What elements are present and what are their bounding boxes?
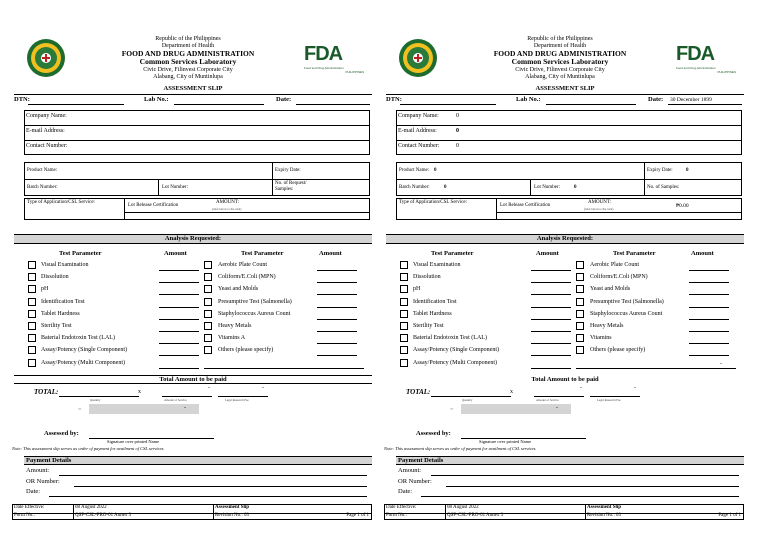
signature-caption: Signature over printed Name: [479, 439, 532, 444]
amount-label: AMOUNT:: [216, 200, 240, 205]
payment-details-label: Payment Details: [26, 457, 72, 464]
date-field[interactable]: [296, 104, 370, 105]
test-label: Vitamins: [590, 335, 612, 341]
date-effective-value: 08 August 2022: [447, 505, 479, 510]
page-label: Page 1 of 1: [346, 513, 369, 518]
test-checkbox[interactable]: [576, 334, 584, 342]
times-sign: x: [138, 389, 141, 395]
expiry-date-label: Expiry Date:: [275, 168, 301, 173]
test-label: Assay/Potency (Multi Component): [41, 360, 125, 366]
amount-field[interactable]: [531, 331, 571, 332]
amount-field[interactable]: [689, 282, 729, 283]
amount-field[interactable]: [317, 270, 357, 271]
test-checkbox[interactable]: [400, 322, 408, 330]
amount-header-right: Amount: [691, 250, 714, 257]
expiry-date-label: Expiry Date:: [647, 168, 673, 173]
type-application-label: Type of Application/CSL Service:: [27, 200, 95, 205]
type-application-label: Type of Application/CSL Service:: [399, 200, 467, 205]
amount-field[interactable]: [317, 319, 357, 320]
amount-field[interactable]: [317, 307, 357, 308]
address-line1: Civic Drive, Filinvest Corporate City: [515, 67, 605, 74]
test-label: Dissolution: [41, 274, 69, 280]
lab-no-field[interactable]: [546, 104, 636, 105]
test-label: Coliform/E.Coli (MPN): [218, 274, 276, 280]
amount-label: AMOUNT:: [588, 200, 612, 205]
signature-caption: Signature over printed Name: [107, 439, 160, 444]
test-checkbox[interactable]: [28, 298, 36, 306]
analysis-requested-label: Analysis Requested:: [536, 235, 594, 242]
amount-header-left: Amount: [536, 250, 559, 257]
agency-name: FOOD AND DRUG ADMINISTRATION: [121, 48, 255, 58]
total-dash3: -: [184, 405, 186, 411]
amount-field[interactable]: [159, 270, 199, 271]
date-label: Date:: [648, 96, 664, 103]
amount-field[interactable]: [159, 307, 199, 308]
test-parameter-header-left: Test Parameter: [431, 250, 474, 257]
pay-amount-label: Amount:: [26, 467, 50, 474]
quantity-field[interactable]: [59, 396, 139, 397]
test-parameter-header-left: Test Parameter: [59, 250, 102, 257]
test-checkbox[interactable]: [28, 322, 36, 330]
test-label: Staphylococcus Aureus Count: [218, 311, 291, 317]
lab-name: Common Services Laboratory: [511, 57, 609, 67]
lot-number-label: Lot Number:: [162, 185, 188, 190]
legal-fee-field[interactable]: [218, 396, 268, 397]
test-label: Sterility Test: [41, 323, 72, 329]
test-label: Tablet Hardness: [413, 311, 452, 317]
batch-number-label: Batch Number:: [27, 185, 58, 190]
date-effective-label: Date Effective:: [386, 505, 417, 510]
amount-of-service-caption: Amount of Service: [536, 398, 559, 402]
test-label: pH: [41, 286, 49, 292]
amount-note: (refer below to the total): [584, 207, 614, 211]
amount-header-right: Amount: [319, 250, 342, 257]
lot-number-value: 0: [574, 185, 577, 190]
pay-amount-field[interactable]: [431, 475, 739, 476]
total-label: TOTAL:: [34, 388, 59, 396]
test-label: Dissolution: [413, 274, 441, 280]
company-info-box: [396, 110, 742, 155]
amount-field[interactable]: [159, 343, 199, 344]
test-label: Sterility Test: [413, 323, 444, 329]
email-value: 0: [456, 128, 459, 134]
amount-field[interactable]: [531, 343, 571, 344]
assessment-slip-filled: [386, 32, 744, 524]
amount-field[interactable]: [531, 307, 571, 308]
fda-logo: FDA Food and Drug Administration PHILIPPINES: [304, 43, 364, 74]
total-result-field: [461, 404, 571, 414]
total-dash2: -: [634, 385, 636, 391]
amount-field[interactable]: [689, 270, 729, 271]
test-checkbox[interactable]: [576, 322, 584, 330]
test-checkbox[interactable]: [204, 261, 212, 269]
test-checkbox[interactable]: [400, 261, 408, 269]
product-name-label: Product Name:: [27, 168, 58, 173]
amount-field[interactable]: [317, 343, 357, 344]
contact-label: Contact Number:: [26, 143, 68, 149]
test-checkbox[interactable]: [28, 346, 36, 354]
test-label: Visual Examination: [413, 262, 461, 268]
email-label: E-mail Address:: [26, 128, 65, 134]
amount-field[interactable]: [317, 331, 357, 332]
form-no-value: QSP-CSL-PRO-01 Annex 3: [75, 513, 132, 518]
test-label: Identification Test: [413, 299, 457, 305]
company-info-box: [24, 110, 370, 155]
no-samples-label: No. of Samples:: [647, 185, 680, 190]
test-label: Coliform/E.Coli (MPN): [590, 274, 648, 280]
test-label: Others (please specify): [590, 347, 646, 353]
republic-text: Republic of the Philippines: [527, 36, 593, 42]
expiry-date-value: 0: [686, 168, 689, 173]
test-checkbox[interactable]: [400, 359, 408, 367]
company-name-value: 0: [456, 113, 459, 119]
test-parameter-header-right: Test Parameter: [241, 250, 284, 257]
test-label: Identification Test: [41, 299, 85, 305]
amount-value: ₱0.00: [676, 203, 689, 209]
test-checkbox[interactable]: [576, 298, 584, 306]
test-checkbox[interactable]: [204, 334, 212, 342]
form-no-value: QSP-CSL-PRO-01 Annex 3: [447, 513, 504, 518]
test-label: Assay/Potency (Single Component): [413, 347, 499, 353]
amount-field[interactable]: [531, 368, 571, 369]
dtn-label: DTN:: [14, 96, 30, 103]
test-checkbox[interactable]: [576, 310, 584, 318]
total-label: TOTAL:: [406, 388, 431, 396]
amount-field[interactable]: [689, 319, 729, 320]
test-label: Yeast and Molds: [590, 286, 631, 292]
equals-sign: =: [450, 407, 454, 413]
equals-sign: =: [78, 407, 82, 413]
dtn-field[interactable]: [400, 104, 496, 105]
test-checkbox[interactable]: [400, 273, 408, 281]
test-checkbox[interactable]: [576, 261, 584, 269]
amount-field[interactable]: [317, 294, 357, 295]
email-label: E-mail Address:: [398, 128, 437, 134]
test-label: Visual Examination: [41, 262, 89, 268]
pay-date-label: Date:: [398, 488, 413, 495]
address-line2: Alabang, City of Muntinlupa: [153, 73, 223, 80]
company-name-label: Company Name:: [398, 113, 439, 119]
service-amount-field[interactable]: [162, 396, 212, 397]
address-line1: Civic Drive, Filinvest Corporate City: [143, 67, 233, 74]
footer-table: [384, 504, 744, 520]
agency-name: FOOD AND DRUG ADMINISTRATION: [493, 48, 627, 58]
lab-no-label: Lab No.:: [516, 96, 541, 103]
amount-field[interactable]: [159, 282, 199, 283]
test-label: Presumptive Test (Salmonella): [218, 299, 292, 305]
page-label: Page 1 of 1: [718, 513, 741, 518]
test-label: Assay/Potency (Single Component): [41, 347, 127, 353]
test-checkbox[interactable]: [400, 334, 408, 342]
department-text: Department of Health: [161, 42, 215, 49]
test-label: Heavy Metals: [590, 323, 624, 329]
test-checkbox[interactable]: [576, 285, 584, 293]
test-label: Yeast and Molds: [218, 286, 259, 292]
quantity-field[interactable]: [431, 396, 511, 397]
total-amount-label: Total Amount to be paid: [159, 376, 227, 383]
total-dash1: -: [580, 385, 582, 391]
pay-amount-field[interactable]: [59, 475, 367, 476]
product-name-label: Product Name:: [399, 168, 430, 173]
test-checkbox[interactable]: [28, 273, 36, 281]
amount-field[interactable]: [531, 270, 571, 271]
amount-field[interactable]: [531, 355, 571, 356]
lot-release-label: Lot Release Certification: [500, 203, 551, 208]
test-checkbox[interactable]: [28, 285, 36, 293]
slip-name: Assessment Slip: [587, 505, 622, 510]
revision-label: Revision No.: 03: [215, 513, 250, 518]
amount-field[interactable]: [159, 355, 199, 356]
date-field[interactable]: [668, 104, 742, 105]
doh-seal-icon: [26, 38, 66, 78]
pay-amount-label: Amount:: [398, 467, 422, 474]
multi-amount-value: -: [720, 361, 722, 367]
amount-field[interactable]: [689, 294, 729, 295]
analysis-requested-label: Analysis Requested:: [164, 235, 222, 242]
test-checkbox[interactable]: [400, 310, 408, 318]
amount-field[interactable]: [689, 343, 729, 344]
form-title: ASSESSMENT SLIP: [535, 85, 595, 92]
test-parameter-header-right: Test Parameter: [613, 250, 656, 257]
amount-field[interactable]: [531, 282, 571, 283]
lot-release-label: Lot Release Certification: [128, 203, 179, 208]
legal-fee-caption: Legal Research Fee: [597, 398, 621, 402]
test-checkbox[interactable]: [400, 346, 408, 354]
test-checkbox[interactable]: [28, 310, 36, 318]
form-title: ASSESSMENT SLIP: [163, 85, 223, 92]
lab-no-label: Lab No.:: [144, 96, 169, 103]
assessed-by-label: Assessed by:: [416, 430, 451, 437]
test-label: Presumptive Test (Salmonella): [590, 299, 664, 305]
date-effective-value: 08 August 2022: [75, 505, 107, 510]
amount-note: (refer below to the total): [212, 207, 242, 211]
pay-date-field[interactable]: [49, 496, 367, 497]
amount-field[interactable]: [689, 355, 729, 356]
department-text: Department of Health: [533, 42, 587, 49]
test-label: Assay/Potency (Multi Component): [413, 360, 497, 366]
amount-of-service-caption: Amount of Service: [164, 398, 187, 402]
dtn-label: DTN:: [386, 96, 402, 103]
amount-field[interactable]: [159, 294, 199, 295]
lot-number-label: Lot Number:: [534, 185, 560, 190]
test-label: Aerobic Plate Count: [590, 262, 639, 268]
test-label: Staphylococcus Aureus Count: [590, 311, 663, 317]
amount-field[interactable]: [159, 331, 199, 332]
test-label: Tablet Hardness: [41, 311, 80, 317]
times-sign: x: [510, 389, 513, 395]
test-label: Baterial Endotoxin Test (LAL): [41, 335, 115, 341]
legal-fee-field[interactable]: [590, 396, 640, 397]
test-checkbox[interactable]: [576, 346, 584, 354]
date-value: 30 December 1899: [670, 97, 712, 103]
lab-no-field[interactable]: [174, 104, 264, 105]
test-checkbox[interactable]: [204, 273, 212, 281]
note-text: Note: This assessment slip serves as order of payment for availment of CSL services.: [12, 446, 165, 451]
others-specify-field[interactable]: [204, 368, 364, 369]
service-amount-field[interactable]: [534, 396, 584, 397]
address-line2: Alabang, City of Muntinlupa: [525, 73, 595, 80]
pay-date-label: Date:: [26, 488, 41, 495]
amount-field[interactable]: [159, 368, 199, 369]
test-checkbox[interactable]: [204, 310, 212, 318]
payment-details-label: Payment Details: [398, 457, 444, 464]
batch-number-value: 0: [444, 185, 447, 190]
test-checkbox[interactable]: [28, 359, 36, 367]
or-number-field[interactable]: [74, 486, 367, 487]
or-number-label: OR Number:: [26, 478, 60, 485]
payment-banner: [396, 456, 744, 465]
total-dash3: -: [556, 405, 558, 411]
date-label: Date:: [276, 96, 292, 103]
or-number-label: OR Number:: [398, 478, 432, 485]
amount-field[interactable]: [317, 355, 357, 356]
republic-text: Republic of the Philippines: [155, 36, 221, 42]
test-checkbox[interactable]: [400, 285, 408, 293]
doh-seal-icon: [398, 38, 438, 78]
product-name-value: 0: [434, 168, 437, 173]
test-checkbox[interactable]: [204, 346, 212, 354]
test-label: pH: [413, 286, 421, 292]
total-dash2: -: [262, 385, 264, 391]
test-label: Baterial Endotoxin Test (LAL): [413, 335, 487, 341]
test-label: Vitamins A: [218, 335, 246, 341]
test-checkbox[interactable]: [576, 273, 584, 281]
amount-field[interactable]: [317, 282, 357, 283]
footer-table: [12, 504, 372, 520]
legal-fee-caption: Legal Research Fee: [225, 398, 249, 402]
total-amount-label: Total Amount to be paid: [531, 376, 599, 383]
test-checkbox[interactable]: [204, 322, 212, 330]
amount-field[interactable]: [531, 294, 571, 295]
total-result-field: [89, 404, 199, 414]
pay-date-field[interactable]: [421, 496, 739, 497]
company-name-label: Company Name:: [26, 113, 67, 119]
payment-banner: [24, 456, 372, 465]
amount-field[interactable]: [531, 319, 571, 320]
test-checkbox[interactable]: [28, 261, 36, 269]
no-request-label: No. of Request/: [275, 181, 307, 186]
dtn-field[interactable]: [28, 104, 124, 105]
test-label: Others (please specify): [218, 347, 274, 353]
samples-label: Samples:: [275, 187, 294, 192]
others-specify-field[interactable]: [576, 368, 736, 369]
revision-label: Revision No.: 03: [587, 513, 622, 518]
form-no-label: Form No.:: [386, 513, 407, 518]
test-checkbox[interactable]: [204, 298, 212, 306]
lab-name: Common Services Laboratory: [139, 57, 237, 67]
quantity-caption: Quantity: [90, 398, 101, 402]
fda-logo: FDA Food and Drug Administration PHILIPPINES: [676, 43, 736, 74]
amount-field[interactable]: [689, 307, 729, 308]
amount-field[interactable]: [159, 319, 199, 320]
batch-number-label: Batch Number:: [399, 185, 430, 190]
slip-name: Assessment Slip: [215, 505, 250, 510]
test-checkbox[interactable]: [28, 334, 36, 342]
amount-field[interactable]: [689, 331, 729, 332]
amount-header-left: Amount: [164, 250, 187, 257]
test-checkbox[interactable]: [400, 298, 408, 306]
test-label: Heavy Metals: [218, 323, 252, 329]
note-text: Note: This assessment slip serves as order of payment for availment of CSL services.: [384, 446, 537, 451]
test-label: Aerobic Plate Count: [218, 262, 267, 268]
date-effective-label: Date Effective:: [14, 505, 45, 510]
assessment-slip-blank: [14, 32, 372, 524]
total-dash1: -: [208, 385, 210, 391]
quantity-caption: Quantity: [462, 398, 473, 402]
form-no-label: Form No.:: [14, 513, 35, 518]
contact-value: 0: [456, 143, 459, 149]
or-number-field[interactable]: [446, 486, 739, 487]
contact-label: Contact Number:: [398, 143, 440, 149]
test-checkbox[interactable]: [204, 285, 212, 293]
assessed-by-label: Assessed by:: [44, 430, 79, 437]
